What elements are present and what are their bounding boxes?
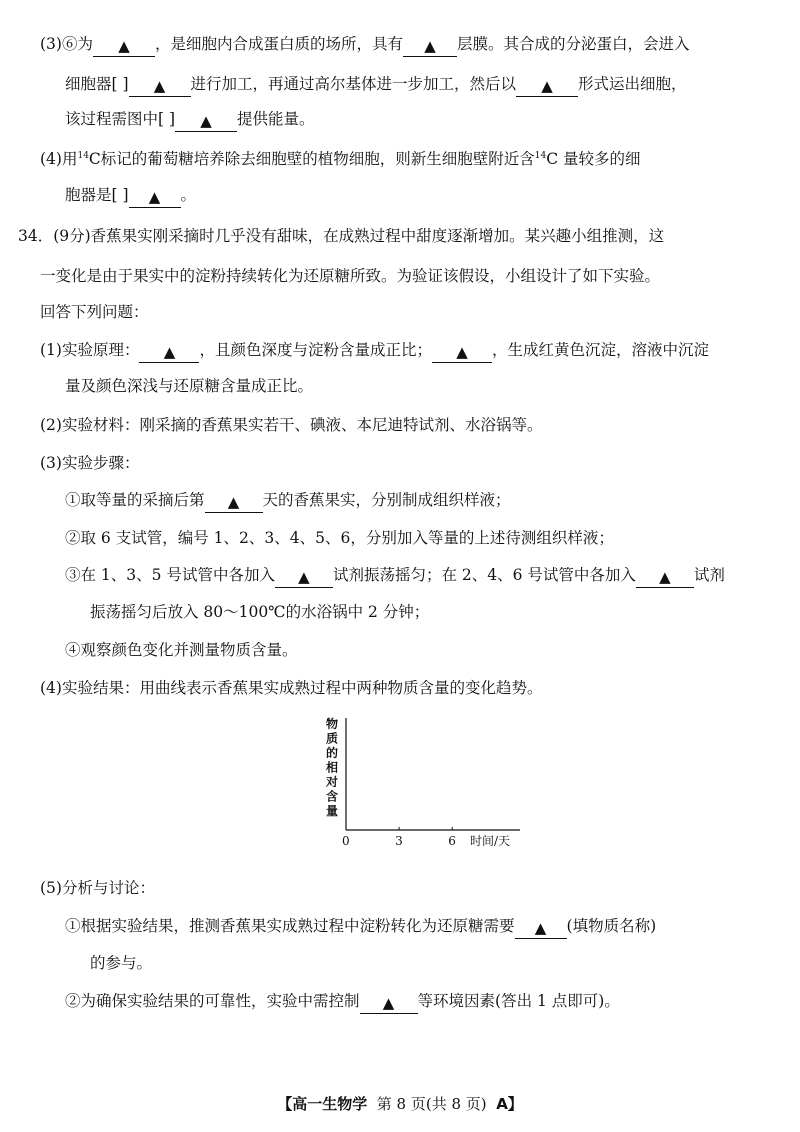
blank-triangle-icon: ▲	[456, 343, 468, 361]
q34-stem-line3: 回答下列问题：	[40, 303, 149, 321]
footer-subject: 【高一生物学	[277, 1095, 368, 1113]
ylabel-char: 相	[326, 760, 339, 775]
blank-triangle-icon: ▲	[118, 37, 130, 55]
q33-p3-line2: 细胞器[ ] ▲ 进行加工，再通过高尔基体进一步加工，然后以 ▲ 形式运出细胞，	[65, 75, 687, 95]
q33-p4-line2: 胞器是[ ] ▲ 。	[65, 186, 197, 206]
q34-p5: (5)分析与讨论：	[40, 879, 155, 897]
blank-triangle-icon: ▲	[541, 77, 553, 95]
answer-blank[interactable]	[205, 493, 263, 513]
blank-triangle-icon: ▲	[424, 37, 436, 55]
q34-stem-line2: 一变化是由于果实中的淀粉持续转化为还原糖所致。为验证该假设，小组设计了如下实验。	[40, 267, 661, 285]
page-footer	[0, 1093, 800, 1114]
answer-blank[interactable]	[129, 77, 191, 97]
x-tick-label: 6	[448, 834, 456, 848]
q34-step3-line1: ③在 1、3、5 号试管中各加入 ▲ 试剂振荡摇匀；在 2、4、6 号试管中各加入 ▲ 试剂	[65, 566, 725, 586]
q34-p2: (2)实验材料：刚采摘的香蕉果实若干、碘液、本尼迪特试剂、水浴锅等。	[40, 416, 543, 434]
blank-triangle-icon: ▲	[382, 994, 395, 1012]
q33-p3-line3: 该过程需图中[ ] ▲ 提供能量。	[65, 110, 315, 130]
ylabel-char: 含	[326, 789, 339, 804]
q34-step3-line2: 振荡摇匀后放入 80～100℃的水浴锅中 2 分钟；	[90, 603, 430, 621]
result-chart-axes[interactable]	[320, 714, 540, 854]
answer-blank[interactable]	[636, 568, 694, 588]
blank-triangle-icon: ▲	[659, 568, 671, 586]
answer-blank[interactable]	[129, 188, 181, 208]
q34-stem-line1: 34．(9分)香蕉果实刚采摘时几乎没有甜味，在成熟过程中甜度逐渐增加。某兴趣小组推测，这	[18, 227, 665, 245]
footer-version: A】	[496, 1095, 523, 1113]
q34-discuss1-line1: ①根据实验结果，推测香蕉果实成熟过程中淀粉转化为还原糖需要 ▲ (填物质名称)	[65, 917, 657, 937]
chart-ylabel	[325, 716, 338, 818]
blank-triangle-icon: ▲	[153, 77, 166, 95]
ylabel-char: 量	[326, 804, 339, 818]
footer-page-number: 第 8 页(共 8 页)	[376, 1095, 487, 1113]
q34-p4: (4)实验结果：用曲线表示香蕉果实成熟过程中两种物质含量的变化趋势。	[40, 679, 543, 697]
q34-step4: ④观察颜色变化并测量物质含量。	[65, 641, 298, 659]
q34-p1-line1: (1)实验原理： ▲ ，且颜色深度与淀粉含量成正比； ▲ ，生成红黄色沉淀，溶液中沉淀	[40, 341, 709, 361]
q34-step2: ②取 6 支试管，编号 1、2、3、4、5、6，分别加入等量的上述待测组织样液；	[65, 529, 614, 547]
q34-discuss2: ②为确保实验结果的可靠性，实验中需控制 ▲ 等环境因素(答出 1 点即可)。	[65, 992, 620, 1012]
ylabel-char: 物	[326, 717, 339, 731]
answer-blank[interactable]	[403, 37, 457, 57]
ylabel-char: 对	[326, 775, 339, 789]
answer-blank[interactable]	[139, 343, 199, 363]
answer-blank[interactable]	[432, 343, 492, 363]
x-tick-label: 3	[395, 834, 403, 848]
blank-triangle-icon: ▲	[227, 493, 240, 511]
chart-xlabel: 时间/天	[470, 834, 511, 848]
blank-triangle-icon: ▲	[148, 188, 161, 206]
answer-blank[interactable]	[360, 994, 418, 1014]
ylabel-char: 质	[326, 731, 339, 746]
blank-triangle-icon: ▲	[163, 343, 176, 361]
q34-p1-line2: 量及颜色深浅与还原糖含量成正比。	[65, 377, 314, 395]
blank-triangle-icon: ▲	[200, 112, 212, 130]
answer-blank[interactable]	[516, 77, 578, 97]
q33-p4-line1: (4)用$^{14}$C标记的葡萄糖培养除去细胞壁的植物细胞，则新生细胞壁附近含$^{14}$C 量较多的细	[40, 150, 641, 168]
q33-p3-line1: (3)⑥为 ▲ ，是细胞内合成蛋白质的场所，具有 ▲ 层膜。其合成的分泌蛋白，会进入	[40, 35, 690, 55]
answer-blank[interactable]	[275, 568, 333, 588]
blank-triangle-icon: ▲	[534, 919, 547, 937]
q34-step1: ①取等量的采摘后第 ▲ 天的香蕉果实，分别制成组织样液；	[65, 491, 511, 511]
blank-triangle-icon: ▲	[298, 568, 310, 586]
answer-blank[interactable]	[175, 112, 237, 132]
answer-blank[interactable]	[515, 919, 567, 939]
x-tick-label: 0	[342, 834, 350, 848]
ylabel-char: 的	[326, 746, 339, 760]
q34-p3: (3)实验步骤：	[40, 454, 140, 472]
q34-discuss1-line2: 的参与。	[90, 954, 153, 972]
answer-blank[interactable]	[93, 37, 155, 57]
